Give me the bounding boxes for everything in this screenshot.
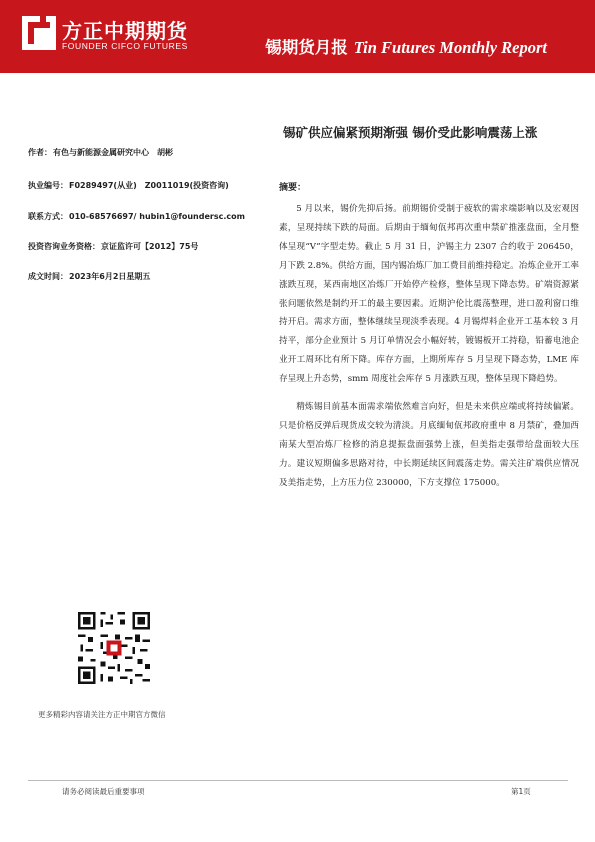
footer-divider — [28, 780, 568, 781]
footer-disclaimer-note: 请务必阅读最后重要事项 — [62, 787, 145, 796]
contact-line — [28, 211, 245, 222]
wechat-qr-code-icon — [78, 612, 150, 684]
brand-name-en: FOUNDER CIFCO FUTURES — [62, 41, 188, 51]
summary-paragraph-2: 精炼锡目前基本面需求端依然难言向好，但是未来供应端或将持续偏紧。只是价格反弹后现货成交较为清淡。月底缅甸佤邦政府重申 8 月禁矿，叠加西南某大型冶炼厂检修的消息提振盘面强势上涨，但美指走强带给盘面较大压力。建议短期偏多思路对待，中长期延续区间震荡走势。需关注矿端供应情况及美指走势，上方压力位 230000，下方支撑位 175000。 — [279, 402, 579, 488]
qr-caption: 更多精彩内容请关注方正中期官方微信 — [38, 710, 166, 719]
qualification-value: 京证监许可【2012】75号 — [101, 242, 199, 251]
header-banner — [0, 0, 595, 73]
license-line — [28, 180, 229, 191]
page-number: 第1页 — [511, 787, 531, 796]
author-label: 作者： — [28, 148, 52, 157]
license-value: F0289497(从业) Z0011019(投资咨询) — [69, 181, 229, 190]
date-label: 成文时间： — [28, 272, 68, 281]
report-title — [265, 34, 547, 58]
author-line — [28, 147, 173, 158]
license-label: 执业编号： — [28, 181, 68, 190]
summary-label: 摘要： — [279, 183, 307, 193]
qualification-label: 投资咨询业务资格： — [28, 242, 100, 251]
date-value: 2023年6月2日星期五 — [69, 272, 151, 281]
report-title-en: Tin Futures Monthly Report — [353, 38, 547, 57]
summary-body — [279, 200, 579, 502]
qualification-line — [28, 241, 198, 252]
summary-paragraph-1: 5 月以来，锡价先抑后扬。前期锡价受制于疲软的需求端影响以及宏观因素，呈现持续下跌的局面。后期由于缅甸佤邦再次重申禁矿推涨盘面，全月整体呈现“V”字型走势。截止 5 月 31 日，沪锡主力 2307 合约收于 206450，月下跌 2.8%。供给方面，国内锡冶炼厂加工费目前维持稳定。冶炼企业开工率涨跌互现，某西南地区冶炼厂开始停产检修，整体呈现下降态势。矿端资源紧张问题依然是制约开工的最主要因素。近期沪伦比震荡整理，进口盈利窗口维持开启。需求方面，整体继续呈现淡季表现。4 月锡焊料企业开工基本较 3 月持平，部分企业预计 5 月订单情况会小幅好转，镀锡板开工持稳，铅蓄电池企业开工周环比有所下降。库存方面，上期所库存 5 月呈现下降态势，LME 库存呈现上升态势，smm 周度社会库存 5 月涨跌互现，整体呈现下降趋势。 — [279, 204, 579, 385]
report-title-cn: 锡期货月报 — [265, 38, 348, 57]
author-value: 有色与新能源金属研究中心 胡彬 — [53, 148, 173, 157]
date-line — [28, 271, 150, 282]
contact-value[interactable]: 010-68576697/ hubin1@foundersc.com — [69, 212, 245, 221]
founder-logo-icon — [22, 16, 56, 50]
brand-name-cn: 方正中期期货 — [62, 19, 188, 43]
contact-label: 联系方式： — [28, 212, 68, 221]
article-headline: 锡矿供应偏紧预期渐强 锡价受此影响震荡上涨 — [283, 125, 538, 140]
